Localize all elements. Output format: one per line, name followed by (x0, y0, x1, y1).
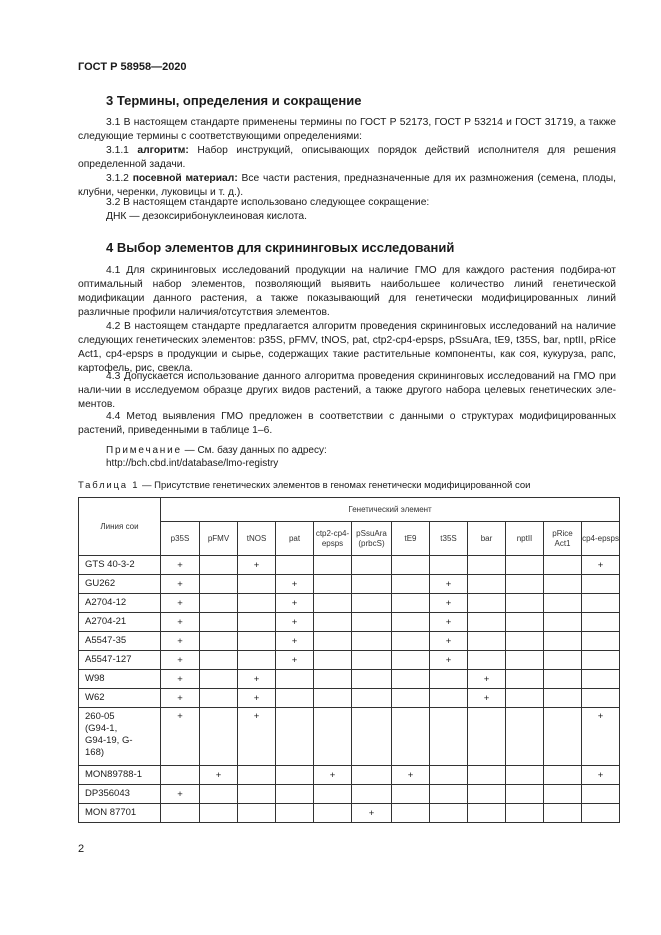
table-cell (544, 766, 582, 785)
table-cell (161, 804, 200, 823)
table-cell (582, 804, 620, 823)
note (106, 444, 327, 457)
table-caption-label: Таблица 1 (78, 480, 140, 491)
table-cell (430, 766, 468, 785)
column-header-element: pRice Act1 (544, 522, 582, 556)
table-cell (582, 632, 620, 651)
table-row (79, 632, 620, 651)
row-line-name: DP356043 (79, 785, 161, 804)
table-cell (544, 689, 582, 708)
table-cell: + (276, 594, 314, 613)
column-header-element: bar (468, 522, 506, 556)
section-4-heading: 4 Выбор элементов для скрининговых исследований (106, 240, 455, 255)
term-definition: Набор инструкций, описывающих порядок действий исполнителя для решения определенной задачи. (78, 145, 616, 170)
table-cell (544, 785, 582, 804)
table-cell (544, 632, 582, 651)
paragraph-4-1: 4.1 Для скрининговых исследований продукции на наличие ГМО для каждого растения подбира-ют оптимальный набор элементов, позволяющий выявить наибольшее количество линий генетической модификации данного растения, а также показывающий для генетически модифицированных линий различные профили наличия/отсутствия элементов. (78, 265, 616, 318)
table-cell (314, 594, 352, 613)
table-cell (352, 632, 392, 651)
table-cell (506, 785, 544, 804)
table-row (79, 575, 620, 594)
table-cell: + (582, 708, 620, 766)
row-line-name: A2704-21 (79, 613, 161, 632)
note-label: Примечание (106, 445, 182, 456)
table-cell: + (468, 670, 506, 689)
row-line-name: A5547-127 (79, 651, 161, 670)
table-cell: + (238, 670, 276, 689)
section-3-heading: 3 Термины, определения и сокращение (106, 93, 362, 108)
table-cell (352, 766, 392, 785)
table-cell (544, 556, 582, 575)
document-code: ГОСТ Р 58958—2020 (78, 61, 187, 73)
table-row (79, 670, 620, 689)
table-cell (506, 613, 544, 632)
column-header-element: pat (276, 522, 314, 556)
table-cell (506, 804, 544, 823)
table-cell (392, 804, 430, 823)
table-cell (392, 708, 430, 766)
table-cell (352, 785, 392, 804)
table-cell (276, 670, 314, 689)
table-cell (468, 785, 506, 804)
table-cell (200, 651, 238, 670)
table-cell (200, 804, 238, 823)
table-cell: + (276, 575, 314, 594)
table-row (79, 556, 620, 575)
table-cell (506, 632, 544, 651)
table-cell (200, 613, 238, 632)
gmo-elements-table (78, 497, 620, 823)
table-cell: + (161, 613, 200, 632)
table-cell (238, 613, 276, 632)
table-cell (200, 785, 238, 804)
table-cell (506, 594, 544, 613)
table-cell (238, 785, 276, 804)
table-cell (430, 785, 468, 804)
table-cell (314, 613, 352, 632)
table-cell: + (161, 708, 200, 766)
table-cell (314, 689, 352, 708)
term-number: 3.1.1 (106, 145, 138, 156)
table-cell: + (276, 632, 314, 651)
table-cell (352, 575, 392, 594)
table-cell (276, 785, 314, 804)
abbreviation-dna: ДНК — дезоксирибонуклеиновая кислота. (106, 211, 307, 222)
table-cell (506, 651, 544, 670)
paragraph-3-1: 3.1 В настоящем стандарте применены термины по ГОСТ Р 52173, ГОСТ Р 53214 и ГОСТ 31719, а также следующие термины с соответствующими определениями: (78, 117, 616, 142)
table-cell (392, 632, 430, 651)
column-header-element: pFMV (200, 522, 238, 556)
table-cell (430, 689, 468, 708)
table-cell (200, 556, 238, 575)
table-row (79, 804, 620, 823)
note-url: http://bch.cbd.int/database/lmo-registry (106, 458, 279, 469)
table-cell: + (276, 613, 314, 632)
table-cell (352, 613, 392, 632)
term-definition: Все части растения, предназначенные для их размножения (семена, плоды, клубни, черенки, луковицы и т. д.). (78, 173, 617, 198)
table-cell (544, 613, 582, 632)
table-cell (468, 632, 506, 651)
table-cell (314, 708, 352, 766)
table-cell (238, 632, 276, 651)
table-cell (582, 613, 620, 632)
term-name: посевной материал: (132, 173, 238, 184)
table-cell (314, 651, 352, 670)
term-number: 3.1.2 (106, 173, 133, 184)
table-cell (314, 575, 352, 594)
table-cell: + (352, 804, 392, 823)
table-cell: + (468, 689, 506, 708)
table-cell (392, 785, 430, 804)
table-cell: + (238, 556, 276, 575)
table-cell (238, 804, 276, 823)
table-cell: + (161, 670, 200, 689)
table-cell (352, 594, 392, 613)
table-cell (506, 708, 544, 766)
table-cell (200, 594, 238, 613)
table-cell (392, 670, 430, 689)
table-cell (582, 651, 620, 670)
table-cell (276, 766, 314, 785)
table-cell (468, 613, 506, 632)
table-cell (352, 689, 392, 708)
table-cell (544, 708, 582, 766)
table-cell (392, 594, 430, 613)
table-cell (392, 613, 430, 632)
table-cell (544, 804, 582, 823)
row-line-name: GU262 (79, 575, 161, 594)
row-line-name: GTS 40-3-2 (79, 556, 161, 575)
table-row (79, 613, 620, 632)
table-row (79, 689, 620, 708)
row-line-name: MON 87701 (79, 804, 161, 823)
table-cell (238, 651, 276, 670)
page-number: 2 (78, 843, 85, 855)
table-cell: + (314, 766, 352, 785)
column-header-line: Линия сои (79, 498, 161, 556)
row-line-name: W62 (79, 689, 161, 708)
table-cell: + (161, 556, 200, 575)
column-header-element: tNOS (238, 522, 276, 556)
table-cell (314, 670, 352, 689)
table-cell (582, 594, 620, 613)
row-line-name: A2704-12 (79, 594, 161, 613)
table-cell: + (430, 613, 468, 632)
table-cell (430, 670, 468, 689)
table-cell: + (430, 632, 468, 651)
table-cell: + (430, 575, 468, 594)
table-cell (352, 708, 392, 766)
table-cell (430, 804, 468, 823)
table-cell (468, 651, 506, 670)
table-cell (468, 708, 506, 766)
row-line-name: MON89788-1 (79, 766, 161, 785)
table-cell (200, 689, 238, 708)
table-cell (544, 670, 582, 689)
table-cell (392, 556, 430, 575)
table-cell (468, 594, 506, 613)
table-cell (352, 556, 392, 575)
table-cell (582, 575, 620, 594)
table-cell (582, 689, 620, 708)
table-cell (238, 766, 276, 785)
column-header-element: ctp2-cp4-epsps (314, 522, 352, 556)
table-cell (506, 670, 544, 689)
term-algorithm (78, 144, 616, 172)
column-group-header: Генетический элемент (161, 498, 620, 522)
table-cell (582, 785, 620, 804)
table-cell (238, 594, 276, 613)
table-cell (276, 556, 314, 575)
table-cell (276, 708, 314, 766)
table-cell: + (238, 689, 276, 708)
table-cell (276, 689, 314, 708)
table-cell (200, 708, 238, 766)
table-cell (468, 556, 506, 575)
table-cell: + (161, 785, 200, 804)
table-cell (200, 632, 238, 651)
table-caption-text: — Присутствие генетических элементов в геномах генетически модифицированной сои (139, 480, 531, 491)
table-cell (544, 594, 582, 613)
table-cell (314, 804, 352, 823)
table-cell: + (582, 766, 620, 785)
table-cell (392, 651, 430, 670)
table-cell (314, 556, 352, 575)
table-cell (430, 556, 468, 575)
table-cell (506, 575, 544, 594)
term-name: алгоритм: (137, 145, 189, 156)
column-header-element: t35S (430, 522, 468, 556)
table-row (79, 594, 620, 613)
table-cell: + (161, 575, 200, 594)
table-cell (506, 766, 544, 785)
table-cell (352, 651, 392, 670)
paragraph-3-2: 3.2 В настоящем стандарте использовано следующее сокращение: (106, 197, 430, 208)
table-cell (238, 575, 276, 594)
table-cell (468, 575, 506, 594)
table-cell (161, 766, 200, 785)
column-header-element: p35S (161, 522, 200, 556)
table-cell (392, 575, 430, 594)
table-cell (506, 556, 544, 575)
row-line-name: A5547-35 (79, 632, 161, 651)
table-cell (468, 766, 506, 785)
table-cell (506, 689, 544, 708)
table-cell (392, 689, 430, 708)
table-cell (468, 804, 506, 823)
table-cell (544, 575, 582, 594)
table-caption (78, 480, 530, 491)
paragraph-4-2: 4.2 В настоящем стандарте предлагается алгоритм проведения скрининговых исследований на наличие следующих генетических элементов: p35S, pFMV, tNOS, pat, ctp2-cp4-epsps, pSsuAra, tE9, t35S, bar, nptII, pRice Act1, cp4-epsps в продукции и сырье, содержащих такие растительные компоненты, как соя, кукуруза, рапс, картофель, рис, свекла. (78, 321, 616, 374)
table-cell (314, 785, 352, 804)
column-header-element: nptII (506, 522, 544, 556)
table-cell (430, 708, 468, 766)
table-cell: + (392, 766, 430, 785)
table-cell: + (161, 632, 200, 651)
table-cell (276, 804, 314, 823)
paragraph-4-3: 4.3 Допускается использование данного алгоритма проведения скрининговых исследований на ГМО при нали-чии в исследуемом образце других видов растений, а также другого набора целевых генетических эле-ментов. (78, 371, 616, 410)
table-cell: + (582, 556, 620, 575)
table-cell: + (430, 594, 468, 613)
table-cell: + (161, 689, 200, 708)
table-row (79, 708, 620, 766)
table-cell: + (430, 651, 468, 670)
table-cell (200, 670, 238, 689)
note-text: — См. базу данных по адресу: (181, 445, 327, 456)
table-cell: + (238, 708, 276, 766)
table-cell (352, 670, 392, 689)
table-cell: + (161, 651, 200, 670)
table-cell (582, 670, 620, 689)
column-header-element: cp4-epsps (582, 522, 620, 556)
table-cell: + (276, 651, 314, 670)
row-line-name: W98 (79, 670, 161, 689)
table-row (79, 766, 620, 785)
table-cell (200, 575, 238, 594)
table-cell (314, 632, 352, 651)
table-row (79, 651, 620, 670)
column-header-element: pSsuAra (prbcS) (352, 522, 392, 556)
table-cell: + (161, 594, 200, 613)
table-cell (544, 651, 582, 670)
table-cell: + (200, 766, 238, 785)
paragraph-4-4: 4.4 Метод выявления ГМО предложен в соответствии с данными о структурах модифицированных растений, приведенными в таблице 1–6. (78, 411, 616, 436)
row-line-name: 260-05 (G94-1, G94-19, G-168) (79, 708, 161, 766)
table-row (79, 785, 620, 804)
column-header-element: tE9 (392, 522, 430, 556)
